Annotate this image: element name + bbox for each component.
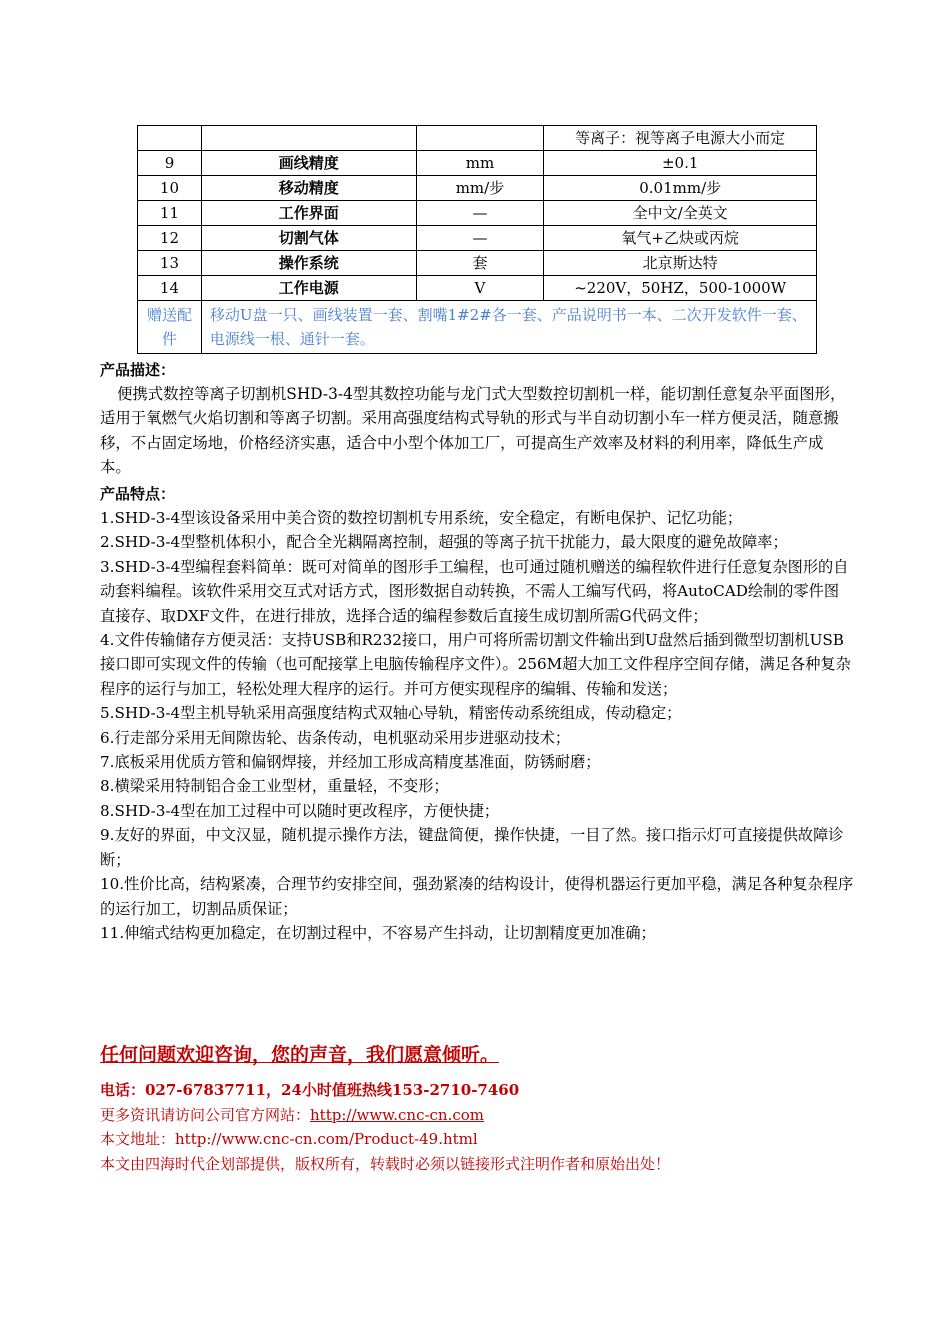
row-unit: mm/步: [416, 176, 544, 201]
row-unit: V: [416, 276, 544, 301]
features-list: [100, 506, 854, 945]
table-row: [138, 201, 817, 226]
description-text: 便携式数控等离子切割机SHD-3-4型其数控功能与龙门式大型数控切割机一样，能切割任意复杂平面图形，适用于氧燃气火焰切割和等离子切割。采用高强度结构式导轨的形式与半自动切割小车一样方便灵活，随意搬移，不占固定场地，价格经济实惠，适合中小型个体加工厂，可提高生产效率及材料的利用率，降低生产成本。: [100, 385, 846, 477]
list-item: 8.SHD-3-4型在加工过程中可以随时更改程序，方便快捷；: [100, 801, 500, 820]
row-number: [138, 126, 202, 151]
copyright-line: 本文由四海时代企划部提供，版权所有，转载时必须以链接形式注明作者和原始出处！: [100, 1155, 671, 1173]
row-value: 全中文/全英文: [544, 201, 817, 226]
list-item: 5.SHD-3-4型主机导轨采用高强度结构式双轴心导轨，精密传动系统组成，传动稳定；: [100, 704, 682, 723]
table-row: [138, 276, 817, 301]
row-name: 工作电源: [201, 276, 416, 301]
list-item: 8.横梁采用特制铝合金工业型材，重量轻，不变形；: [100, 777, 449, 796]
spec-table: [137, 125, 817, 354]
row-value: ±0.1: [544, 151, 817, 176]
table-row: [138, 126, 817, 151]
spec-table-body: [138, 126, 817, 354]
row-name: 移动精度: [201, 176, 416, 201]
row-number: 9: [138, 151, 202, 176]
address-line: 本文地址：http://www.cnc-cn.com/Product-49.html: [100, 1130, 478, 1148]
row-unit: mm: [416, 151, 544, 176]
list-item: 6.行走部分采用无间隙齿轮、齿条传动，电机驱动采用步进驱动技术；: [100, 728, 571, 747]
description-heading: 产品描述：: [100, 361, 176, 379]
row-number: 12: [138, 226, 202, 251]
list-item: 11.伸缩式结构更加稳定，在切割过程中，不容易产生抖动，让切割精度更加准确；: [100, 923, 656, 942]
list-item: 4.文件传输储存方便灵活：支持USB和R232接口，用户可将所需切割文件输出到U盘然后插到微型切割机USB接口即可实现文件的传输（也可配接掌上电脑传输程序文件）。256M超大加工文件程序空间存储，满足各种复杂程序的运行与加工，轻松处理大程序的运行。并可方便实现程序的编辑、传输和发送；: [100, 631, 851, 698]
row-name: 工作界面: [201, 201, 416, 226]
row-unit: 套: [416, 251, 544, 276]
gift-row: [138, 301, 817, 354]
website-prefix: 更多资讯请访问公司官方网站：: [100, 1106, 311, 1124]
row-name: [201, 126, 416, 151]
row-value: ~220V，50HZ，500-1000W: [544, 276, 817, 301]
phone-line: 电话：027-67837711，24小时值班热线153-2710-7460: [100, 1081, 520, 1099]
row-name: 切割气体: [201, 226, 416, 251]
gift-label: 赠送配件: [138, 301, 202, 354]
row-unit: [416, 126, 544, 151]
list-item: 2.SHD-3-4型整机体积小，配合全光耦隔离控制，超强的等离子抗干扰能力，最大限度的避免故障率；: [100, 533, 788, 552]
row-unit: —: [416, 201, 544, 226]
list-item: 1.SHD-3-4型该设备采用中美合资的数控切割机专用系统，安全稳定，有断电保护、记忆功能；: [100, 509, 743, 527]
row-unit: —: [416, 226, 544, 251]
row-value: 等离子：视等离子电源大小而定: [544, 126, 817, 151]
row-name: 画线精度: [201, 151, 416, 176]
contact-title: 任何问题欢迎咨询，您的声音，我们愿意倾听。: [100, 1044, 500, 1066]
table-row: [138, 151, 817, 176]
website-line: [100, 1104, 484, 1126]
gift-text: 移动U盘一只、画线装置一套、割嘴1#2#各一套、产品说明书一本、二次开发软件一套、电源线一根、通针一套。: [201, 301, 816, 354]
row-name: 操作系统: [201, 251, 416, 276]
row-value: 氧气+乙炔或丙烷: [544, 226, 817, 251]
table-row: [138, 251, 817, 276]
row-number: 10: [138, 176, 202, 201]
features-heading: 产品特点：: [100, 485, 176, 503]
list-item: 9.友好的界面，中文汉显，随机提示操作方法，键盘简便，操作快捷，一目了然。接口指示灯可直接提供故障诊断；: [100, 826, 844, 869]
row-number: 14: [138, 276, 202, 301]
website-link[interactable]: http://www.cnc-cn.com: [310, 1106, 485, 1124]
list-item: 10.性价比高，结构紧凑，合理节约安排空间，强劲紧凑的结构设计，使得机器运行更加平稳，满足各种复杂程序的运行加工，切割品质保证；: [100, 875, 854, 918]
table-row: [138, 176, 817, 201]
row-number: 11: [138, 201, 202, 226]
list-item: 3.SHD-3-4型编程套料简单：既可对简单的图形手工编程，也可通过随机赠送的编程软件进行任意复杂图形的自动套料编程。该软件采用交互式对话方式，图形数据自动转换，不需人工编写代码，将AutoCAD绘制的零件图直接存、取DXF文件，在进行排放，选择合适的编程参数后直接生成切割所需G代码文件；: [100, 557, 849, 625]
row-value: 0.01mm/步: [544, 176, 817, 201]
table-row: [138, 226, 817, 251]
row-value: 北京斯达特: [544, 251, 817, 276]
list-item: 7.底板采用优质方管和偏钢焊接，并经加工形成高精度基准面，防锈耐磨；: [100, 753, 601, 772]
row-number: 13: [138, 251, 202, 276]
